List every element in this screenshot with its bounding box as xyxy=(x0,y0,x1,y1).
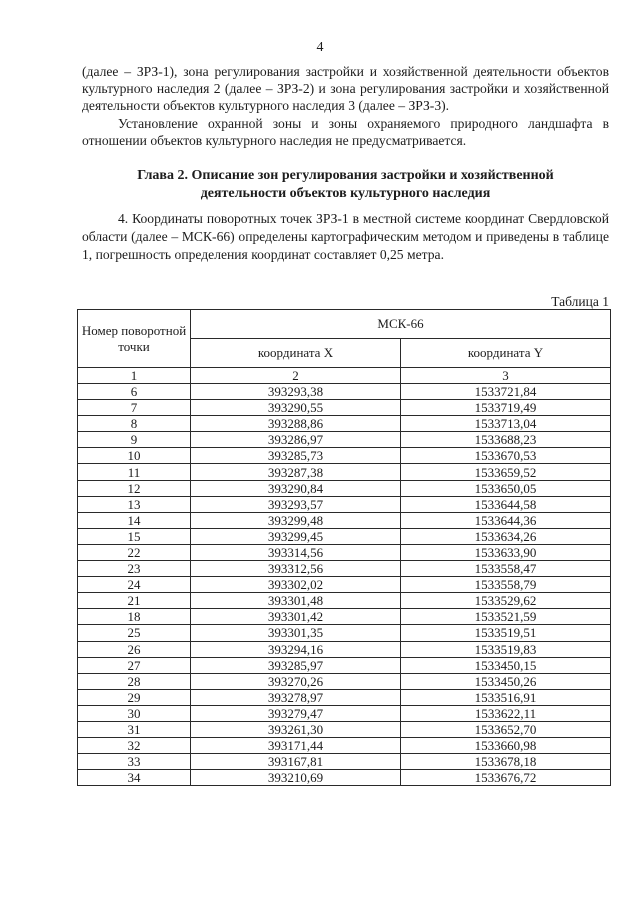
table-row xyxy=(78,432,611,448)
coordinate-y-cell: 1533558,79 xyxy=(401,577,611,593)
coordinate-y-cell: 1533676,72 xyxy=(401,770,611,786)
table-row xyxy=(78,593,611,609)
coordinate-x-cell: 393285,97 xyxy=(191,657,401,673)
coordinate-y-cell: 1533634,26 xyxy=(401,528,611,544)
coordinate-y-cell: 1533721,84 xyxy=(401,384,611,400)
coordinate-x-cell: 393302,02 xyxy=(191,577,401,593)
coordinate-y-cell: 1533622,11 xyxy=(401,705,611,721)
coordinate-y-cell: 1533521,59 xyxy=(401,609,611,625)
table-row xyxy=(78,721,611,737)
msk66-group-header: МСК-66 xyxy=(191,310,611,339)
coordinate-x-cell: 393270,26 xyxy=(191,673,401,689)
coordinate-y-cell: 1533516,91 xyxy=(401,689,611,705)
coordinate-y-cell: 1533650,05 xyxy=(401,480,611,496)
point-number-cell: 15 xyxy=(78,528,191,544)
coordinate-x-cell: 393301,35 xyxy=(191,625,401,641)
index-cell: 3 xyxy=(401,368,611,384)
coordinate-x-cell: 393301,42 xyxy=(191,609,401,625)
table-row xyxy=(78,544,611,560)
point-number-cell: 14 xyxy=(78,512,191,528)
coordinate-x-cell: 393312,56 xyxy=(191,561,401,577)
coordinate-x-cell: 393278,97 xyxy=(191,689,401,705)
index-cell: 2 xyxy=(191,368,401,384)
table-row xyxy=(78,673,611,689)
table-caption: Таблица 1 xyxy=(551,294,609,309)
page-number: 4 xyxy=(316,40,324,55)
coordinate-x-cell: 393293,57 xyxy=(191,496,401,512)
paragraph-protection: Установление охранной зоны и зоны охраняемого природного ландшафта в отношении объектов культурного наследия не предусматривается. xyxy=(82,116,609,148)
coordinate-y-cell: 1533529,62 xyxy=(401,593,611,609)
coordinate-y-cell: 1533644,58 xyxy=(401,496,611,512)
table-row xyxy=(78,657,611,673)
coordinate-y-cell: 1533719,49 xyxy=(401,400,611,416)
point-number-cell: 28 xyxy=(78,673,191,689)
coordinate-x-cell: 393299,45 xyxy=(191,528,401,544)
coordinate-y-cell: 1533678,18 xyxy=(401,754,611,770)
coordinates-body xyxy=(78,384,611,786)
coordinate-y-cell: 1533633,90 xyxy=(401,544,611,560)
point-number-cell: 25 xyxy=(78,625,191,641)
table-row xyxy=(78,384,611,400)
col-point-number-header: Номер поворотной точки xyxy=(78,310,191,368)
coordinate-y-cell: 1533519,83 xyxy=(401,641,611,657)
point-number-cell: 24 xyxy=(78,577,191,593)
coordinate-x-cell: 393301,48 xyxy=(191,593,401,609)
table-row xyxy=(78,400,611,416)
coordinate-x-cell: 393314,56 xyxy=(191,544,401,560)
coordinate-y-cell: 1533450,26 xyxy=(401,673,611,689)
point-number-cell: 31 xyxy=(78,721,191,737)
coordinate-x-cell: 393294,16 xyxy=(191,641,401,657)
index-cell: 1 xyxy=(78,368,191,384)
coordinate-y-cell: 1533519,51 xyxy=(401,625,611,641)
table-row xyxy=(78,496,611,512)
coordinate-x-cell: 393261,30 xyxy=(191,721,401,737)
coordinate-y-cell: 1533558,47 xyxy=(401,561,611,577)
coordinate-x-cell: 393299,48 xyxy=(191,512,401,528)
point-number-cell: 18 xyxy=(78,609,191,625)
point-number-cell: 33 xyxy=(78,754,191,770)
point-number-cell: 12 xyxy=(78,480,191,496)
coordinate-y-cell: 1533450,15 xyxy=(401,657,611,673)
point-number-cell: 34 xyxy=(78,770,191,786)
table-row xyxy=(78,705,611,721)
point-number-cell: 8 xyxy=(78,416,191,432)
point-number-cell: 13 xyxy=(78,496,191,512)
coordinate-x-cell: 393279,47 xyxy=(191,705,401,721)
table-row xyxy=(78,754,611,770)
coordinate-x-cell: 393288,86 xyxy=(191,416,401,432)
coordinates-table xyxy=(77,309,611,786)
coordinate-y-cell: 1533659,52 xyxy=(401,464,611,480)
coordinate-x-cell: 393290,84 xyxy=(191,480,401,496)
coordinate-y-cell: 1533660,98 xyxy=(401,738,611,754)
point-number-cell: 22 xyxy=(78,544,191,560)
coordinate-x-cell: 393210,69 xyxy=(191,770,401,786)
coordinate-x-cell: 393286,97 xyxy=(191,432,401,448)
table-row xyxy=(78,641,611,657)
coordinate-x-cell: 393171,44 xyxy=(191,738,401,754)
point-number-cell: 7 xyxy=(78,400,191,416)
table-row xyxy=(78,464,611,480)
point-number-cell: 26 xyxy=(78,641,191,657)
table-row xyxy=(78,689,611,705)
coordinate-x-cell: 393167,81 xyxy=(191,754,401,770)
point-number-cell: 10 xyxy=(78,448,191,464)
point-number-cell: 6 xyxy=(78,384,191,400)
col-y-header: координата Y xyxy=(401,339,611,368)
point-number-cell: 30 xyxy=(78,705,191,721)
chapter-heading-line1: Глава 2. Описание зон регулирования застройки и хозяйственной xyxy=(137,168,554,183)
table-row xyxy=(78,528,611,544)
table-row xyxy=(78,416,611,432)
coordinate-x-cell: 393290,55 xyxy=(191,400,401,416)
coordinate-y-cell: 1533688,23 xyxy=(401,432,611,448)
table-row xyxy=(78,577,611,593)
table-row xyxy=(78,770,611,786)
col-x-header: координата X xyxy=(191,339,401,368)
chapter-heading xyxy=(82,167,609,203)
point-number-cell: 21 xyxy=(78,593,191,609)
table-row xyxy=(78,561,611,577)
point-number-cell: 11 xyxy=(78,464,191,480)
point-number-cell: 9 xyxy=(78,432,191,448)
table-row xyxy=(78,625,611,641)
chapter-heading-line2: деятельности объектов культурного наследия xyxy=(200,186,491,201)
coordinate-y-cell: 1533670,53 xyxy=(401,448,611,464)
table-row xyxy=(78,480,611,496)
paragraph-zones: (далее – ЗРЗ-1), зона регулирования застройки и хозяйственной деятельности объектов культурного наследия 2 (далее – ЗРЗ-2) и зона регулирования застройки и хозяйственной деятельности объектов культурного наследия 3 (далее – ЗРЗ-3). xyxy=(82,64,609,113)
coordinate-x-cell: 393287,38 xyxy=(191,464,401,480)
table-row xyxy=(78,738,611,754)
table-row xyxy=(78,609,611,625)
coordinate-y-cell: 1533644,36 xyxy=(401,512,611,528)
point-number-cell: 29 xyxy=(78,689,191,705)
paragraph-coordinates: 4. Координаты поворотных точек ЗРЗ-1 в местной системе координат Свердловской области (далее – МСК-66) определены картографическим методом и приведены в таблице 1, погрешность определения координат составляет 0,25 метра. xyxy=(82,211,609,262)
coordinate-y-cell: 1533713,04 xyxy=(401,416,611,432)
table-row xyxy=(78,512,611,528)
coordinate-x-cell: 393285,73 xyxy=(191,448,401,464)
coordinate-y-cell: 1533652,70 xyxy=(401,721,611,737)
point-number-cell: 32 xyxy=(78,738,191,754)
point-number-cell: 27 xyxy=(78,657,191,673)
table-row xyxy=(78,448,611,464)
coordinate-x-cell: 393293,38 xyxy=(191,384,401,400)
point-number-cell: 23 xyxy=(78,561,191,577)
